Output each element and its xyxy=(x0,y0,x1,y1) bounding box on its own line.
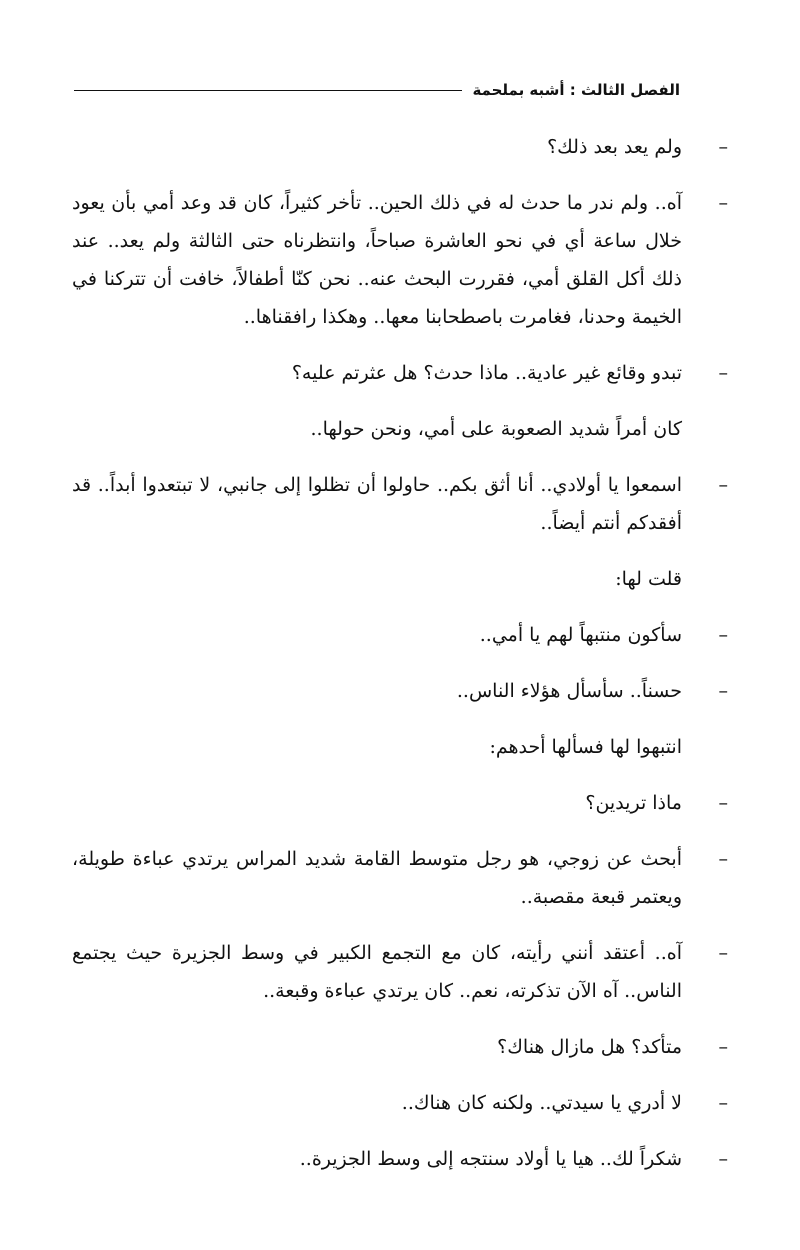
dialogue-dash: – xyxy=(718,624,728,646)
paragraph-text: حسناً.. سأسأل هؤلاء الناس.. xyxy=(456,680,682,702)
paragraph-text: اسمعوا يا أولادي.. أنا أثق بكم.. حاولوا أن تظلوا إلى جانبي، لا تبتعدوا أبداً.. قد أفقدكم أنتم أيضاً.. xyxy=(72,474,682,534)
page-body xyxy=(72,128,728,1196)
paragraph-text: أبحث عن زوجي، هو رجل متوسط القامة شديد المراس يرتدي عباءة طويلة، ويعتمر قبعة مقصبة.. xyxy=(72,848,682,908)
dialogue-line xyxy=(72,840,728,916)
chapter-header xyxy=(74,78,680,102)
paragraph-text: تبدو وقائع غير عادية.. ماذا حدث؟ هل عثرتم عليه؟ xyxy=(291,362,682,384)
dialogue-dash: – xyxy=(718,1148,728,1170)
dialogue-dash: – xyxy=(718,848,728,870)
paragraph-text: لا أدري يا سيدتي.. ولكنه كان هناك.. xyxy=(401,1092,682,1114)
dialogue-dash: – xyxy=(718,1092,728,1114)
paragraph-text: شكراً لك.. هيا يا أولاد سنتجه إلى وسط الجزيرة.. xyxy=(299,1148,682,1170)
dialogue-dash: – xyxy=(718,792,728,814)
dialogue-line xyxy=(72,354,728,392)
dialogue-dash: – xyxy=(718,942,728,964)
paragraph-text: متأكد؟ هل مازال هناك؟ xyxy=(497,1036,682,1058)
dialogue-dash: – xyxy=(718,680,728,702)
paragraph-text: ماذا تريدين؟ xyxy=(585,792,682,814)
paragraph-text: ولم يعد بعد ذلك؟ xyxy=(547,136,682,158)
paragraph-text: انتبهوا لها فسألها أحدهم: xyxy=(489,736,682,758)
narration-line xyxy=(72,560,728,598)
dialogue-dash: – xyxy=(718,474,728,496)
dialogue-dash: – xyxy=(718,1036,728,1058)
dialogue-dash: – xyxy=(718,192,728,214)
narration-line xyxy=(72,410,728,448)
dialogue-line xyxy=(72,1028,728,1066)
chapter-title: الفصل الثالث : أشبه بملحمة xyxy=(472,81,680,99)
header-rule xyxy=(74,90,462,91)
paragraph-text: كان أمراً شديد الصعوبة على أمي، ونحن حولها.. xyxy=(310,418,682,440)
dialogue-line xyxy=(72,128,728,166)
dialogue-dash: – xyxy=(718,362,728,384)
paragraph-text: آه.. أعتقد أنني رأيته، كان مع التجمع الكبير في وسط الجزيرة حيث يجتمع الناس.. آه الآن تذكرته، نعم.. كان يرتدي عباءة وقبعة.. xyxy=(72,942,682,1002)
dialogue-line xyxy=(72,466,728,542)
paragraph-text: سأكون منتبهاً لهم يا أمي.. xyxy=(479,624,682,646)
dialogue-line xyxy=(72,934,728,1010)
dialogue-line xyxy=(72,672,728,710)
dialogue-line xyxy=(72,616,728,654)
dialogue-dash: – xyxy=(718,136,728,158)
paragraph-text: قلت لها: xyxy=(615,568,682,590)
dialogue-line xyxy=(72,1084,728,1122)
dialogue-line xyxy=(72,1140,728,1178)
narration-line xyxy=(72,728,728,766)
dialogue-line xyxy=(72,184,728,336)
paragraph-text: آه.. ولم ندر ما حدث له في ذلك الحين.. تأخر كثيراً، كان قد وعد أمي بأن يعود خلال ساعة أي في نحو العاشرة صباحاً، وانتظرناه حتى الثالثة ولم يعد.. عند ذلك أكل القلق أمي، فقررت البحث عنه.. نحن كنّا أطفالاً، خافت أن تتركنا في الخيمة وحدنا، فغامرت باصطحابنا معها.. وهكذا رافقناها.. xyxy=(72,192,682,328)
dialogue-line xyxy=(72,784,728,822)
